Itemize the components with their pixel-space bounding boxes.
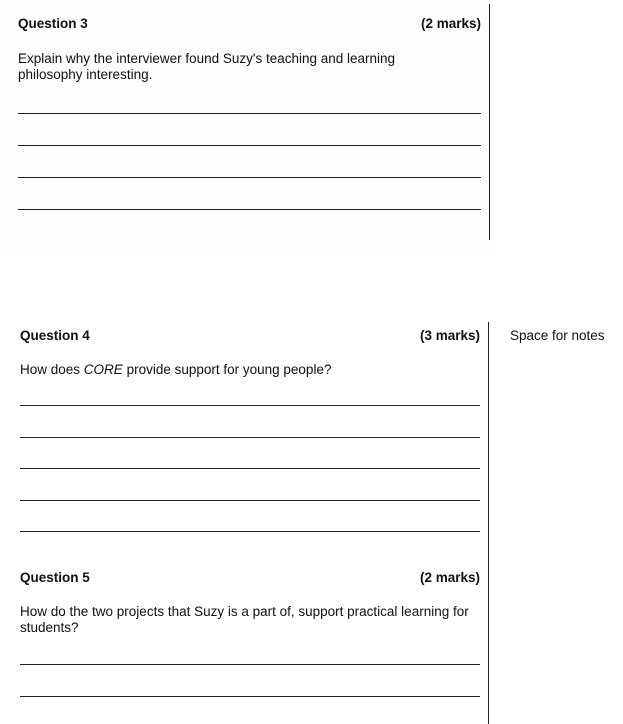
core-name: CORE bbox=[83, 362, 123, 377]
question-5-title: Question 5 bbox=[20, 570, 90, 585]
answer-line bbox=[20, 405, 480, 406]
question-5-text: How do the two projects that Suzy is a part of, support practical learning for students? bbox=[20, 604, 469, 635]
answer-line bbox=[18, 113, 481, 114]
answer-line bbox=[20, 664, 480, 665]
margin-divider bbox=[488, 322, 489, 724]
answer-line bbox=[20, 500, 480, 501]
answer-line bbox=[20, 468, 480, 469]
question-3-marks: (2 marks) bbox=[420, 16, 481, 31]
answer-line bbox=[18, 177, 481, 178]
answer-line bbox=[20, 696, 480, 697]
notes-label: Space for notes bbox=[510, 328, 605, 343]
margin-divider bbox=[489, 4, 490, 240]
question-3-text: Explain why the interviewer found Suzy's teaching and learning philosophy interesting. bbox=[18, 51, 396, 82]
answer-line bbox=[20, 531, 480, 532]
answer-line bbox=[18, 145, 481, 146]
question-4-text: How does CORE provide support for young people? bbox=[20, 362, 332, 377]
answer-line bbox=[20, 437, 480, 438]
question-3-title: Question 3 bbox=[18, 16, 88, 31]
answer-line bbox=[18, 209, 481, 210]
question-4-marks: (3 marks) bbox=[419, 328, 480, 343]
question-5-marks: (2 marks) bbox=[419, 570, 480, 585]
page-top-section bbox=[0, 0, 495, 250]
question-4-title: Question 4 bbox=[20, 328, 90, 343]
